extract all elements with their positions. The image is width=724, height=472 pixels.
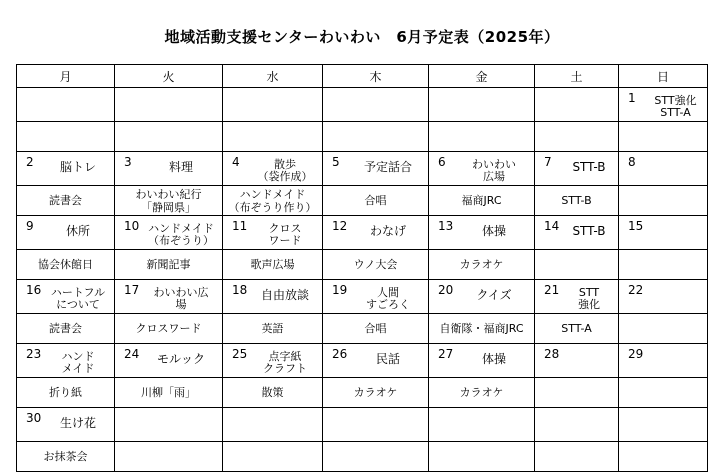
day-header xyxy=(535,88,618,118)
day-note: STT-B xyxy=(561,194,592,207)
day-event: 人間 すごろく xyxy=(366,286,410,311)
day-event: 点字紙 クラフト xyxy=(263,350,307,375)
day-number: 9 xyxy=(26,219,34,233)
day-event xyxy=(564,91,614,97)
day-event xyxy=(648,347,703,353)
day-number: 14 xyxy=(544,219,560,233)
day-note-cell xyxy=(619,378,708,408)
day-note: お抹茶会 xyxy=(43,450,88,463)
day-note: 新聞記事 xyxy=(146,258,191,271)
day-header xyxy=(115,88,222,118)
day-event: ハートフル について xyxy=(50,286,106,311)
day-note-cell xyxy=(535,250,619,280)
day-event: わなげ xyxy=(369,224,406,238)
day-cell xyxy=(535,216,619,250)
day-header xyxy=(535,152,618,182)
day-cell xyxy=(429,88,535,122)
day-cell xyxy=(619,280,708,314)
day-note: クロスワード xyxy=(135,322,202,335)
day-note: 合唱 xyxy=(364,194,387,207)
day-header xyxy=(17,408,114,438)
day-cell xyxy=(17,344,115,378)
day-event xyxy=(144,91,218,97)
day-note: 自衛隊・福商JRC xyxy=(439,322,524,335)
week-note-row xyxy=(17,250,708,280)
day-note: 折り紙 xyxy=(49,386,82,399)
day-event: 脳トレ xyxy=(59,160,96,174)
day-cell xyxy=(535,152,619,186)
day-note: 歌声広場 xyxy=(250,258,295,271)
weekday-thu: 木 xyxy=(323,65,429,88)
day-event xyxy=(564,347,614,353)
calendar-table xyxy=(16,64,708,472)
day-note-cell xyxy=(619,250,708,280)
day-event: 自由放談 xyxy=(260,288,309,302)
day-note: 福商JRC xyxy=(461,194,502,207)
day-number: 26 xyxy=(332,347,348,361)
day-header xyxy=(429,152,534,182)
day-note: 協会休館日 xyxy=(38,258,93,271)
day-number: 21 xyxy=(544,283,560,297)
day-event: 体操 xyxy=(481,352,506,366)
day-note-cell xyxy=(323,378,429,408)
day-note-cell xyxy=(429,186,535,216)
day-number: 18 xyxy=(232,283,248,297)
day-header xyxy=(535,408,618,438)
weekday-sun: 日 xyxy=(619,65,708,88)
day-header xyxy=(223,344,322,374)
day-note-cell xyxy=(619,314,708,344)
day-number: 2 xyxy=(26,155,34,169)
week-note-row xyxy=(17,122,708,152)
day-header xyxy=(223,152,322,182)
day-header xyxy=(323,152,428,182)
day-header xyxy=(619,280,707,310)
day-header xyxy=(115,216,222,246)
day-number: 3 xyxy=(124,155,132,169)
day-event: STT-B xyxy=(572,160,606,174)
day-header xyxy=(17,280,114,310)
day-note: 英語 xyxy=(261,322,284,335)
day-cell xyxy=(429,216,535,250)
day-cell xyxy=(323,344,429,378)
day-note: 読書会 xyxy=(49,322,82,335)
day-event xyxy=(144,411,218,417)
day-number: 16 xyxy=(26,283,42,297)
day-cell xyxy=(323,88,429,122)
day-event xyxy=(252,411,318,417)
day-header xyxy=(535,344,618,374)
day-number: 17 xyxy=(124,283,140,297)
day-note-cell xyxy=(223,250,323,280)
day-cell xyxy=(429,152,535,186)
day-number: 19 xyxy=(332,283,348,297)
day-header xyxy=(115,344,222,374)
day-cell xyxy=(323,408,429,442)
day-event: わいわい広 場 xyxy=(153,286,209,311)
day-cell xyxy=(223,152,323,186)
day-event: わいわい 広場 xyxy=(472,158,516,183)
day-event: クロス ワード xyxy=(268,222,302,247)
day-event: 散歩 （袋作成） xyxy=(257,158,313,183)
day-cell xyxy=(535,88,619,122)
day-note-cell xyxy=(223,378,323,408)
day-event xyxy=(352,411,424,417)
day-event: STT強化 STT-A xyxy=(654,94,697,119)
day-number: 1 xyxy=(628,91,636,105)
day-note-cell xyxy=(429,378,535,408)
day-note: STT-A xyxy=(561,322,592,335)
day-event: 予定話合 xyxy=(363,160,412,174)
day-event: 民話 xyxy=(375,352,400,366)
day-cell xyxy=(17,88,115,122)
day-number: 6 xyxy=(438,155,446,169)
day-note-cell xyxy=(223,314,323,344)
day-note-cell xyxy=(535,314,619,344)
day-cell xyxy=(323,280,429,314)
day-cell xyxy=(619,216,708,250)
day-header xyxy=(429,216,534,246)
day-note-cell xyxy=(115,250,223,280)
day-cell xyxy=(429,408,535,442)
day-note-cell xyxy=(223,186,323,216)
day-note-cell xyxy=(223,122,323,152)
day-event: STT-B xyxy=(572,224,606,238)
day-event xyxy=(648,155,703,161)
day-cell xyxy=(323,152,429,186)
day-note-cell xyxy=(115,122,223,152)
day-event: 休所 xyxy=(65,224,90,238)
day-cell xyxy=(223,344,323,378)
day-number: 7 xyxy=(544,155,552,169)
day-number: 10 xyxy=(124,219,140,233)
day-cell xyxy=(223,88,323,122)
day-number: 13 xyxy=(438,219,454,233)
day-number: 11 xyxy=(232,219,248,233)
day-header xyxy=(429,88,534,118)
week-event-row xyxy=(17,152,708,186)
day-number: 5 xyxy=(332,155,340,169)
day-header xyxy=(619,152,707,182)
week-event-row xyxy=(17,344,708,378)
day-header xyxy=(115,152,222,182)
day-header xyxy=(535,280,618,310)
day-header xyxy=(323,88,428,118)
day-number: 30 xyxy=(26,411,42,425)
day-note-cell xyxy=(535,378,619,408)
day-cell xyxy=(619,408,708,442)
day-event: ハンド メイド xyxy=(61,350,95,375)
day-cell xyxy=(535,408,619,442)
day-note: ウノ大会 xyxy=(353,258,398,271)
day-cell xyxy=(429,344,535,378)
day-cell xyxy=(223,216,323,250)
day-cell xyxy=(323,216,429,250)
day-note-cell xyxy=(323,186,429,216)
day-number: 29 xyxy=(628,347,644,361)
day-event: STT 強化 xyxy=(578,286,600,311)
day-header xyxy=(115,408,222,438)
week-note-row xyxy=(17,378,708,408)
week-note-row xyxy=(17,186,708,216)
day-cell xyxy=(115,216,223,250)
day-number: 24 xyxy=(124,347,140,361)
day-number: 22 xyxy=(628,283,644,297)
day-note-cell xyxy=(429,314,535,344)
day-cell xyxy=(17,152,115,186)
day-event xyxy=(458,411,530,417)
day-cell xyxy=(619,152,708,186)
day-header xyxy=(323,216,428,246)
day-number: 15 xyxy=(628,219,644,233)
day-event xyxy=(648,283,703,289)
day-cell xyxy=(115,152,223,186)
day-note-cell xyxy=(17,250,115,280)
day-header xyxy=(115,280,222,310)
day-header xyxy=(17,88,114,118)
day-event xyxy=(648,411,703,417)
day-note: カラオケ xyxy=(353,386,398,399)
day-event xyxy=(252,91,318,97)
weekday-wed: 水 xyxy=(223,65,323,88)
day-number: 12 xyxy=(332,219,348,233)
day-event: ハンドメイド （布ぞうり） xyxy=(148,222,214,247)
day-note: カラオケ xyxy=(459,386,504,399)
day-cell xyxy=(17,280,115,314)
day-cell xyxy=(115,280,223,314)
week-event-row xyxy=(17,280,708,314)
day-cell xyxy=(535,344,619,378)
day-header xyxy=(17,216,114,246)
day-note-cell xyxy=(323,314,429,344)
day-cell xyxy=(17,408,115,442)
day-header xyxy=(223,216,322,246)
day-header xyxy=(323,408,428,438)
weekday-sat: 土 xyxy=(535,65,619,88)
day-note-cell xyxy=(115,186,223,216)
day-number: 20 xyxy=(438,283,454,297)
day-number: 4 xyxy=(232,155,240,169)
week-event-row xyxy=(17,216,708,250)
day-cell xyxy=(535,280,619,314)
day-cell xyxy=(115,408,223,442)
day-note-cell xyxy=(323,250,429,280)
day-event: モルック xyxy=(156,352,205,366)
day-note-cell xyxy=(619,122,708,152)
day-note-cell xyxy=(115,378,223,408)
week-event-row xyxy=(17,88,708,122)
day-event xyxy=(46,91,110,97)
day-number: 27 xyxy=(438,347,454,361)
day-note-cell xyxy=(535,122,619,152)
day-note: わいわい紀行 「静岡県」 xyxy=(135,187,202,214)
day-note-cell xyxy=(429,122,535,152)
day-note-cell xyxy=(17,122,115,152)
day-note: 川柳「雨」 xyxy=(141,386,196,399)
day-number: 28 xyxy=(544,347,560,361)
day-cell xyxy=(619,344,708,378)
day-note-cell xyxy=(619,186,708,216)
day-number: 23 xyxy=(26,347,42,361)
day-header xyxy=(323,344,428,374)
day-header xyxy=(429,280,534,310)
day-note-cell xyxy=(535,186,619,216)
day-event xyxy=(564,411,614,417)
day-cell xyxy=(223,408,323,442)
day-note-cell xyxy=(429,250,535,280)
day-note-cell xyxy=(17,314,115,344)
day-event xyxy=(352,91,424,97)
day-event: クイズ xyxy=(476,288,512,302)
day-event: 生け花 xyxy=(59,416,96,430)
day-note: 散策 xyxy=(261,386,284,399)
day-note-cell xyxy=(17,186,115,216)
day-note: 合唱 xyxy=(364,322,387,335)
weekday-header-row xyxy=(17,65,708,88)
day-cell xyxy=(619,88,708,122)
day-header xyxy=(223,408,322,438)
day-cell xyxy=(115,88,223,122)
day-number: 25 xyxy=(232,347,248,361)
week-event-row xyxy=(17,408,708,442)
day-cell xyxy=(223,280,323,314)
weekday-fri: 金 xyxy=(429,65,535,88)
day-note-cell xyxy=(17,378,115,408)
day-event xyxy=(458,91,530,97)
day-note: カラオケ xyxy=(459,258,504,271)
day-cell xyxy=(115,344,223,378)
day-event xyxy=(648,219,703,225)
weekday-tue: 火 xyxy=(115,65,223,88)
day-note-cell xyxy=(323,122,429,152)
day-note-cell xyxy=(115,314,223,344)
day-header xyxy=(619,344,707,374)
day-header xyxy=(223,88,322,118)
day-event: 体操 xyxy=(481,224,506,238)
day-number: 8 xyxy=(628,155,636,169)
day-header xyxy=(619,408,707,438)
day-header xyxy=(17,344,114,374)
day-cell xyxy=(429,280,535,314)
day-note: ハンドメイド （布ぞうり作り） xyxy=(228,187,317,214)
day-header xyxy=(323,280,428,310)
day-header xyxy=(619,88,707,118)
day-cell xyxy=(17,216,115,250)
day-header xyxy=(17,152,114,182)
weekday-mon: 月 xyxy=(17,65,115,88)
week-note-row xyxy=(17,314,708,344)
day-header xyxy=(429,408,534,438)
day-note: 読書会 xyxy=(49,194,82,207)
day-header xyxy=(619,216,707,246)
day-header xyxy=(429,344,534,374)
day-header xyxy=(223,280,322,310)
page-title: 地域活動支援センターわいわい 6月予定表（2025年） xyxy=(164,28,560,46)
day-header xyxy=(535,216,618,246)
day-event: 料理 xyxy=(168,160,193,174)
